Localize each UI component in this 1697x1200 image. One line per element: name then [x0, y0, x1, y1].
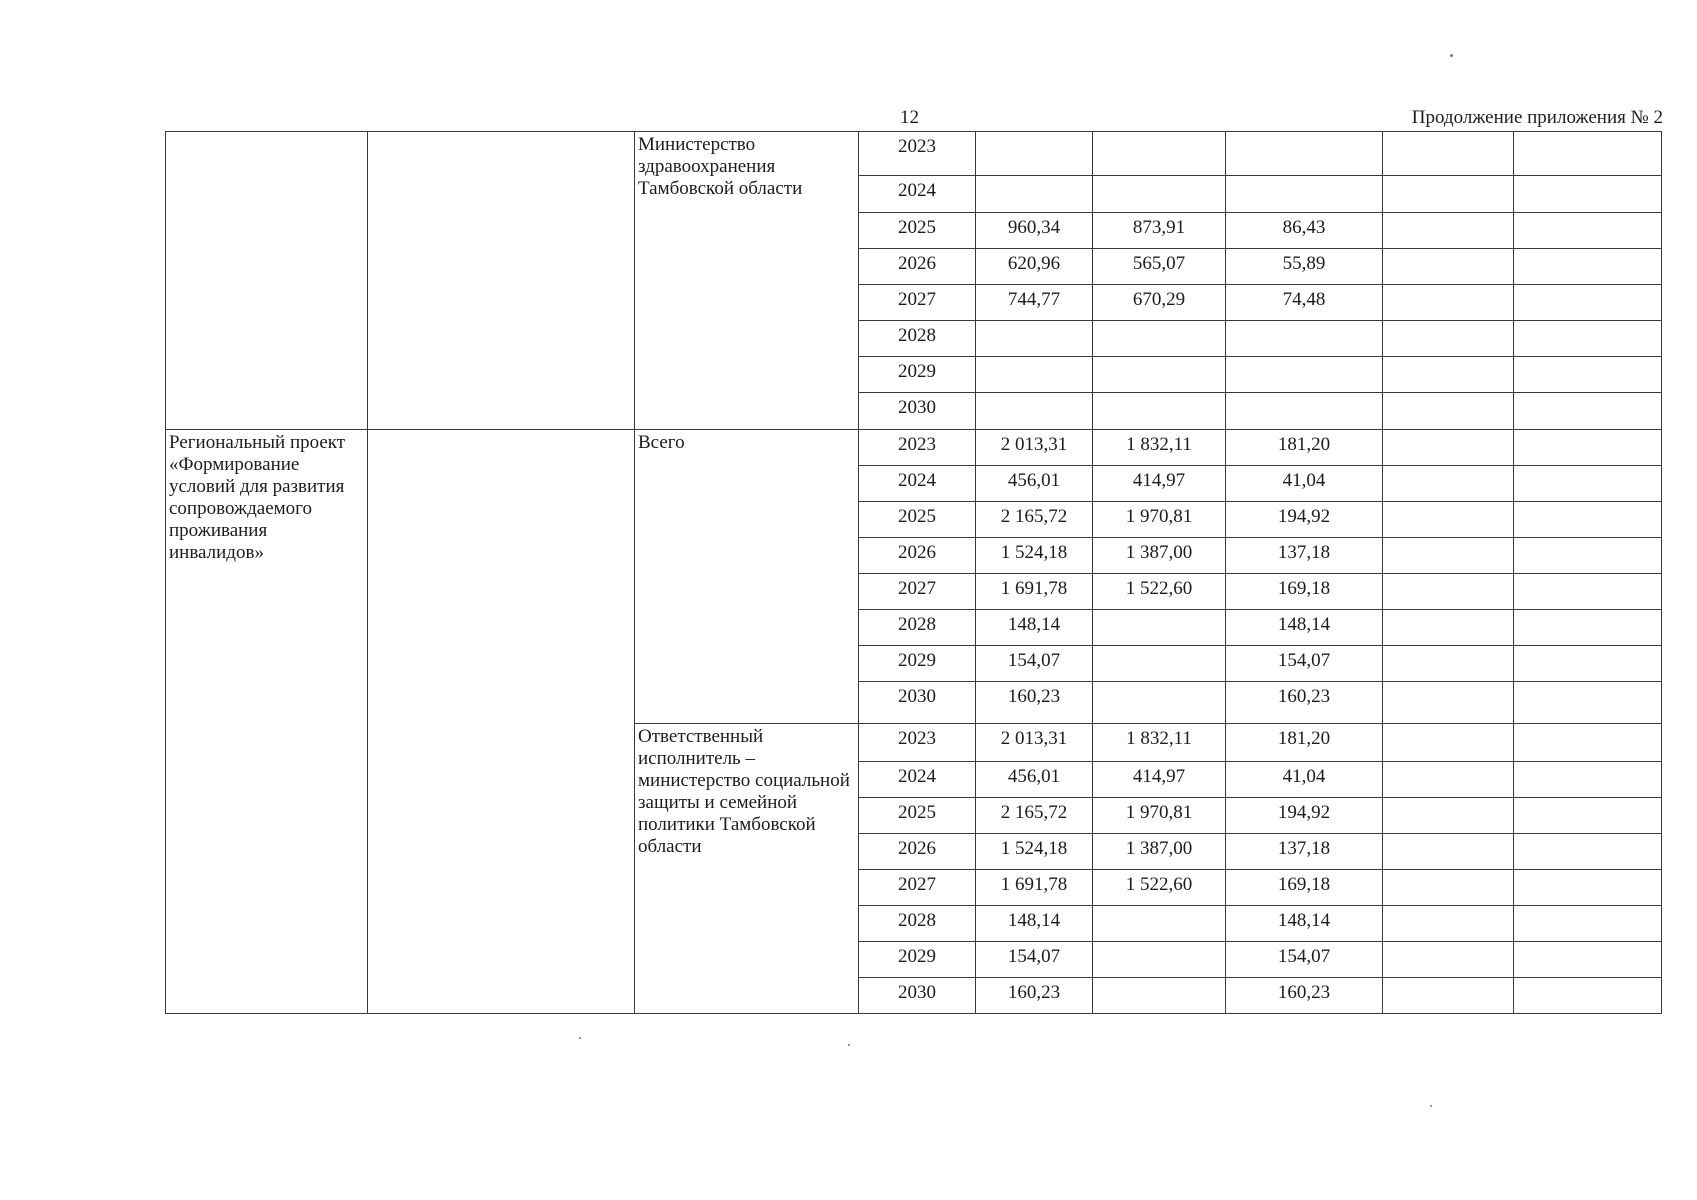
extra-cell: [1383, 978, 1514, 1014]
total-cell: 154,07: [976, 646, 1093, 682]
extra-cell: [1383, 834, 1514, 870]
federal-budget-cell: 565,07: [1093, 249, 1226, 285]
extra-cell: [1514, 357, 1662, 393]
table-row: [166, 430, 1662, 466]
extra-cell: [1383, 321, 1514, 357]
extra-cell: [1383, 430, 1514, 466]
extra-cell: [1383, 906, 1514, 942]
total-cell: 620,96: [976, 249, 1093, 285]
total-cell: 2 165,72: [976, 798, 1093, 834]
total-cell: 960,34: [976, 213, 1093, 249]
table-row: [166, 132, 1662, 176]
executor-label-cell: Министерство здравоохранения Тамбовской области: [635, 132, 859, 430]
extra-cell: [1514, 285, 1662, 321]
regional-budget-cell: 181,20: [1226, 430, 1383, 466]
extra-cell: [1514, 834, 1662, 870]
extra-cell: [1514, 574, 1662, 610]
year-cell: 2028: [859, 610, 976, 646]
federal-budget-cell: [1093, 978, 1226, 1014]
year-cell: 2026: [859, 834, 976, 870]
year-cell: 2029: [859, 942, 976, 978]
regional-budget-cell: 154,07: [1226, 646, 1383, 682]
federal-budget-cell: [1093, 321, 1226, 357]
extra-cell: [1514, 682, 1662, 724]
extra-cell: [1514, 906, 1662, 942]
federal-budget-cell: 1 832,11: [1093, 724, 1226, 762]
extra-cell: [1514, 610, 1662, 646]
federal-budget-cell: 1 522,60: [1093, 870, 1226, 906]
regional-budget-cell: 148,14: [1226, 610, 1383, 646]
extra-cell: [1383, 176, 1514, 213]
year-cell: 2023: [859, 430, 976, 466]
scan-speck: [1450, 54, 1453, 57]
scan-speck: [848, 1044, 850, 1046]
year-cell: 2030: [859, 682, 976, 724]
federal-budget-cell: [1093, 393, 1226, 430]
extra-cell: [1514, 646, 1662, 682]
extra-cell: [1383, 538, 1514, 574]
total-cell: [976, 357, 1093, 393]
extra-cell: [1383, 393, 1514, 430]
extra-cell: [1514, 538, 1662, 574]
federal-budget-cell: 670,29: [1093, 285, 1226, 321]
extra-cell: [1383, 762, 1514, 798]
extra-cell: [1383, 574, 1514, 610]
extra-cell: [1514, 321, 1662, 357]
regional-budget-cell: 160,23: [1226, 978, 1383, 1014]
project-subtitle-cell: [368, 132, 635, 430]
extra-cell: [1514, 176, 1662, 213]
extra-cell: [1383, 942, 1514, 978]
total-cell: [976, 132, 1093, 176]
federal-budget-cell: 1 832,11: [1093, 430, 1226, 466]
extra-cell: [1383, 213, 1514, 249]
regional-budget-cell: 169,18: [1226, 870, 1383, 906]
regional-budget-cell: [1226, 132, 1383, 176]
year-cell: 2027: [859, 574, 976, 610]
regional-budget-cell: 154,07: [1226, 942, 1383, 978]
federal-budget-cell: [1093, 357, 1226, 393]
federal-budget-cell: 414,97: [1093, 762, 1226, 798]
year-cell: 2026: [859, 538, 976, 574]
extra-cell: [1514, 942, 1662, 978]
total-cell: 160,23: [976, 682, 1093, 724]
extra-cell: [1383, 249, 1514, 285]
regional-budget-cell: [1226, 357, 1383, 393]
extra-cell: [1514, 502, 1662, 538]
regional-budget-cell: [1226, 393, 1383, 430]
federal-budget-cell: [1093, 906, 1226, 942]
year-cell: 2028: [859, 906, 976, 942]
year-cell: 2029: [859, 646, 976, 682]
year-cell: 2024: [859, 176, 976, 213]
extra-cell: [1383, 357, 1514, 393]
year-cell: 2030: [859, 393, 976, 430]
federal-budget-cell: [1093, 132, 1226, 176]
scan-speck: [579, 1037, 581, 1039]
extra-cell: [1514, 213, 1662, 249]
extra-cell: [1383, 870, 1514, 906]
regional-budget-cell: 194,92: [1226, 502, 1383, 538]
total-cell: [976, 321, 1093, 357]
total-cell: 744,77: [976, 285, 1093, 321]
federal-budget-cell: 1 522,60: [1093, 574, 1226, 610]
year-cell: 2024: [859, 762, 976, 798]
federal-budget-cell: [1093, 610, 1226, 646]
regional-budget-cell: 148,14: [1226, 906, 1383, 942]
year-cell: 2024: [859, 466, 976, 502]
federal-budget-cell: 1 387,00: [1093, 538, 1226, 574]
regional-budget-cell: 86,43: [1226, 213, 1383, 249]
year-cell: 2025: [859, 213, 976, 249]
appendix-continuation-note: Продолжение приложения № 2: [1411, 107, 1663, 128]
extra-cell: [1514, 798, 1662, 834]
total-cell: 456,01: [976, 762, 1093, 798]
extra-cell: [1383, 646, 1514, 682]
regional-budget-cell: 137,18: [1226, 538, 1383, 574]
extra-cell: [1383, 610, 1514, 646]
extra-cell: [1514, 430, 1662, 466]
total-cell: 1 524,18: [976, 538, 1093, 574]
extra-cell: [1383, 466, 1514, 502]
regional-budget-cell: 137,18: [1226, 834, 1383, 870]
year-cell: 2025: [859, 502, 976, 538]
year-cell: 2030: [859, 978, 976, 1014]
regional-budget-cell: 194,92: [1226, 798, 1383, 834]
total-cell: 2 013,31: [976, 430, 1093, 466]
total-cell: 154,07: [976, 942, 1093, 978]
regional-budget-cell: 41,04: [1226, 466, 1383, 502]
extra-cell: [1383, 682, 1514, 724]
extra-cell: [1383, 132, 1514, 176]
regional-budget-cell: 160,23: [1226, 682, 1383, 724]
extra-cell: [1514, 393, 1662, 430]
executor-label-cell: Ответственный исполнитель – министерство социальной защиты и семейной политики Тамбовской области: [635, 724, 859, 1014]
extra-cell: [1383, 798, 1514, 834]
federal-budget-cell: [1093, 176, 1226, 213]
total-cell: 148,14: [976, 906, 1093, 942]
federal-budget-cell: [1093, 682, 1226, 724]
regional-budget-cell: 74,48: [1226, 285, 1383, 321]
total-cell: 1 691,78: [976, 574, 1093, 610]
total-cell: 148,14: [976, 610, 1093, 646]
total-cell: 1 691,78: [976, 870, 1093, 906]
regional-budget-cell: [1226, 176, 1383, 213]
federal-budget-cell: 414,97: [1093, 466, 1226, 502]
federal-budget-cell: 1 970,81: [1093, 502, 1226, 538]
extra-cell: [1514, 870, 1662, 906]
project-title-cell: Региональный проект «Формирование условий для развития сопровождаемого проживания инвалидов»: [166, 430, 368, 1014]
federal-budget-cell: 1 970,81: [1093, 798, 1226, 834]
total-cell: 2 013,31: [976, 724, 1093, 762]
year-cell: 2025: [859, 798, 976, 834]
extra-cell: [1514, 724, 1662, 762]
federal-budget-cell: [1093, 942, 1226, 978]
year-cell: 2023: [859, 132, 976, 176]
total-cell: 160,23: [976, 978, 1093, 1014]
extra-cell: [1383, 502, 1514, 538]
extra-cell: [1514, 762, 1662, 798]
total-cell: 1 524,18: [976, 834, 1093, 870]
funding-table: [165, 131, 1662, 1014]
extra-cell: [1514, 249, 1662, 285]
regional-budget-cell: 41,04: [1226, 762, 1383, 798]
executor-label-cell: Всего: [635, 430, 859, 724]
regional-budget-cell: 55,89: [1226, 249, 1383, 285]
federal-budget-cell: 873,91: [1093, 213, 1226, 249]
year-cell: 2029: [859, 357, 976, 393]
total-cell: [976, 176, 1093, 213]
regional-budget-cell: [1226, 321, 1383, 357]
total-cell: 2 165,72: [976, 502, 1093, 538]
extra-cell: [1514, 466, 1662, 502]
extra-cell: [1383, 285, 1514, 321]
project-subtitle-cell: [368, 430, 635, 1014]
page-number: 12: [900, 107, 919, 128]
federal-budget-cell: 1 387,00: [1093, 834, 1226, 870]
total-cell: [976, 393, 1093, 430]
extra-cell: [1514, 978, 1662, 1014]
year-cell: 2028: [859, 321, 976, 357]
federal-budget-cell: [1093, 646, 1226, 682]
extra-cell: [1383, 724, 1514, 762]
year-cell: 2023: [859, 724, 976, 762]
extra-cell: [1514, 132, 1662, 176]
total-cell: 456,01: [976, 466, 1093, 502]
regional-budget-cell: 181,20: [1226, 724, 1383, 762]
regional-budget-cell: 169,18: [1226, 574, 1383, 610]
year-cell: 2027: [859, 870, 976, 906]
year-cell: 2026: [859, 249, 976, 285]
project-title-cell: [166, 132, 368, 430]
year-cell: 2027: [859, 285, 976, 321]
scan-speck: [1430, 1105, 1432, 1107]
